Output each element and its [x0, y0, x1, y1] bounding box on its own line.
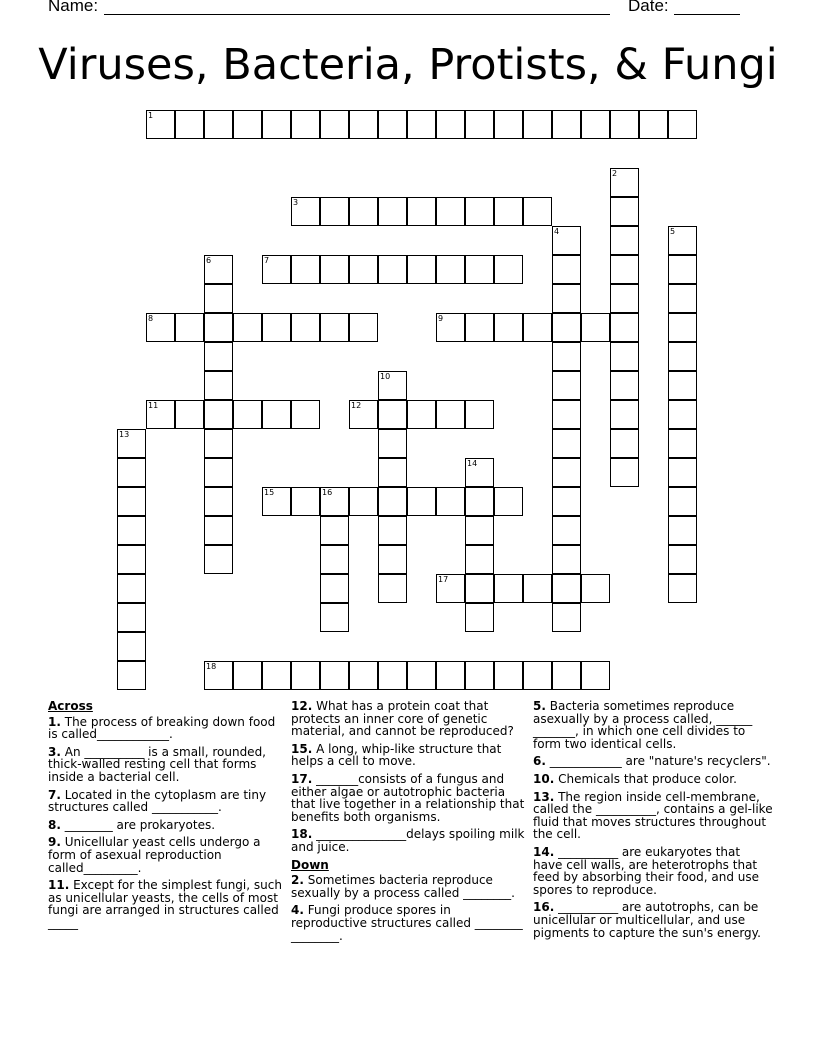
crossword-cell[interactable] — [233, 110, 262, 139]
crossword-cell[interactable] — [233, 661, 262, 690]
crossword-cell[interactable] — [262, 661, 291, 690]
cell-number: 9 — [438, 314, 444, 323]
clue-across-15: 15. A long, whip-like structure that helps a cell to move. — [291, 741, 502, 769]
cell-number: 13 — [119, 430, 130, 439]
crossword-cell[interactable] — [320, 516, 349, 545]
crossword-cell[interactable] — [494, 313, 523, 342]
clue-down-5: 5. Bacteria sometimes reproduce asexually by a process called, ______ _______, in which one cell divides to form two identical cells. — [533, 699, 753, 751]
crossword-cell[interactable] — [262, 400, 291, 429]
clue-down-6: 6. ____________ are "nature's recyclers". — [533, 754, 771, 769]
crossword-cell[interactable] — [349, 110, 378, 139]
crossword-cell[interactable] — [291, 197, 320, 226]
crossword-cell[interactable] — [436, 313, 465, 342]
crossword-cell[interactable] — [204, 458, 233, 487]
crossword-cell[interactable] — [668, 516, 697, 545]
crossword-cell[interactable] — [320, 313, 349, 342]
crossword-cell[interactable] — [465, 458, 494, 487]
crossword-cell[interactable] — [581, 110, 610, 139]
crossword-cell[interactable] — [494, 255, 523, 284]
crossword-cell[interactable] — [465, 661, 494, 690]
crossword-cell[interactable] — [581, 313, 610, 342]
crossword-cell[interactable] — [465, 313, 494, 342]
crossword-cell[interactable] — [204, 255, 233, 284]
crossword-cell[interactable] — [465, 400, 494, 429]
crossword-cell[interactable] — [610, 284, 639, 313]
crossword-cell[interactable] — [349, 255, 378, 284]
crossword-cell[interactable] — [668, 255, 697, 284]
cell-number: 7 — [264, 256, 270, 265]
crossword-cell[interactable] — [291, 400, 320, 429]
crossword-cell[interactable] — [523, 574, 552, 603]
crossword-cell[interactable] — [523, 110, 552, 139]
clue-column-2 — [291, 700, 527, 947]
crossword-cell[interactable] — [233, 400, 262, 429]
crossword-cell[interactable] — [581, 574, 610, 603]
crossword-cell[interactable] — [204, 516, 233, 545]
crossword-cell[interactable] — [320, 197, 349, 226]
puzzle-title: Viruses, Bacteria, Protists, & Fungi — [38, 40, 778, 90]
crossword-cell[interactable] — [610, 110, 639, 139]
cell-number: 4 — [554, 227, 560, 236]
crossword-cell[interactable] — [494, 574, 523, 603]
crossword-cell[interactable] — [465, 516, 494, 545]
crossword-cell[interactable] — [204, 661, 233, 690]
clue-across-11: 11. Except for the simplest fungi, such as unicellular yeasts, the cells of most fungi are arranged in structures called _____ — [48, 878, 282, 930]
crossword-cell[interactable] — [117, 603, 146, 632]
crossword-cell[interactable] — [610, 197, 639, 226]
crossword-cell[interactable] — [668, 400, 697, 429]
crossword-cell[interactable] — [668, 487, 697, 516]
crossword-cell[interactable] — [552, 603, 581, 632]
clue-down-2: 2. Sometimes bacteria reproduce sexually by a process called ________. — [291, 873, 515, 900]
cell-number: 17 — [438, 575, 449, 584]
crossword-cell[interactable] — [523, 197, 552, 226]
crossword-cell[interactable] — [204, 429, 233, 458]
crossword-cell[interactable] — [320, 603, 349, 632]
crossword-cell[interactable] — [668, 458, 697, 487]
crossword-cell[interactable] — [610, 168, 639, 197]
clue-down-10: 10. Chemicals that produce color. — [533, 771, 737, 786]
crossword-cell[interactable] — [407, 661, 436, 690]
cell-number: 14 — [467, 459, 478, 468]
crossword-cell[interactable] — [436, 197, 465, 226]
crossword-cell[interactable] — [378, 197, 407, 226]
cell-number: 12 — [351, 401, 362, 410]
crossword-cell[interactable] — [552, 661, 581, 690]
crossword-cell[interactable] — [320, 574, 349, 603]
crossword-cell[interactable] — [465, 545, 494, 574]
crossword-cell[interactable] — [349, 313, 378, 342]
crossword-cell[interactable] — [552, 371, 581, 400]
crossword-cell[interactable] — [407, 110, 436, 139]
crossword-cell[interactable] — [349, 400, 378, 429]
clue-across-17: 17. _______consists of a fungus and either algae or autotrophic bacteria that live together in a relationship that benefits both organisms. — [291, 771, 525, 824]
crossword-cell[interactable] — [668, 226, 697, 255]
crossword-cell[interactable] — [552, 516, 581, 545]
cell-number: 6 — [206, 256, 212, 265]
crossword-cell[interactable] — [465, 197, 494, 226]
crossword-cell[interactable] — [204, 313, 233, 342]
crossword-cell[interactable] — [581, 661, 610, 690]
crossword-cell[interactable] — [552, 458, 581, 487]
cell-number: 3 — [293, 198, 299, 207]
crossword-cell[interactable] — [117, 545, 146, 574]
crossword-cell[interactable] — [610, 400, 639, 429]
cell-number: 16 — [322, 488, 333, 497]
crossword-cell[interactable] — [146, 313, 175, 342]
crossword-cell[interactable] — [465, 110, 494, 139]
crossword-cell[interactable] — [117, 661, 146, 690]
crossword-cell[interactable] — [378, 574, 407, 603]
cell-number: 18 — [206, 662, 217, 671]
crossword-cell[interactable] — [117, 516, 146, 545]
crossword-cell[interactable] — [407, 255, 436, 284]
crossword-cell[interactable] — [175, 110, 204, 139]
crossword-cell[interactable] — [552, 313, 581, 342]
clue-across-8: 8. ________ are prokaryotes. — [48, 817, 216, 832]
crossword-cell[interactable] — [320, 487, 349, 516]
crossword-cell[interactable] — [378, 487, 407, 516]
crossword-cell[interactable] — [378, 458, 407, 487]
crossword-cell[interactable] — [291, 313, 320, 342]
crossword-cell[interactable] — [349, 197, 378, 226]
crossword-cell[interactable] — [552, 110, 581, 139]
crossword-cell[interactable] — [668, 313, 697, 342]
crossword-cell[interactable] — [175, 313, 204, 342]
date-label: Date: — [628, 0, 669, 15]
cell-number: 15 — [264, 488, 275, 497]
across-heading: Across — [48, 699, 93, 713]
crossword-cell[interactable] — [204, 284, 233, 313]
crossword-cell[interactable] — [175, 400, 204, 429]
crossword-cell[interactable] — [494, 487, 523, 516]
crossword-cell[interactable] — [465, 603, 494, 632]
crossword-cell[interactable] — [436, 487, 465, 516]
cell-number: 8 — [148, 314, 154, 323]
crossword-cell[interactable] — [262, 255, 291, 284]
crossword-cell[interactable] — [552, 226, 581, 255]
crossword-cell[interactable] — [407, 197, 436, 226]
cell-number: 11 — [148, 401, 159, 410]
crossword-cell[interactable] — [436, 574, 465, 603]
crossword-cell[interactable] — [552, 574, 581, 603]
crossword-cell[interactable] — [436, 661, 465, 690]
clue-column-1 — [48, 700, 284, 935]
crossword-cell[interactable] — [494, 197, 523, 226]
crossword-cell[interactable] — [320, 545, 349, 574]
crossword-cell[interactable] — [204, 342, 233, 371]
crossword-cell[interactable] — [436, 110, 465, 139]
crossword-cell[interactable] — [610, 226, 639, 255]
crossword-cell[interactable] — [378, 661, 407, 690]
crossword-cell[interactable] — [668, 284, 697, 313]
crossword-cell[interactable] — [610, 342, 639, 371]
crossword-cell[interactable] — [378, 429, 407, 458]
crossword-cell[interactable] — [552, 255, 581, 284]
cell-number: 2 — [612, 169, 618, 178]
crossword-cell[interactable] — [668, 574, 697, 603]
crossword-cell[interactable] — [262, 110, 291, 139]
clue-down-13: 13. The region inside cell-membrane, called the __________, contains a gel-like fluid that moves structures throughout the cell. — [533, 789, 773, 842]
crossword-cell[interactable] — [117, 632, 146, 661]
clue-across-7: 7. Located in the cytoplasm are tiny structures called ___________. — [48, 787, 267, 815]
crossword-cell[interactable] — [146, 400, 175, 429]
crossword-cell[interactable] — [291, 487, 320, 516]
crossword-cell[interactable] — [262, 313, 291, 342]
crossword-cell[interactable] — [146, 110, 175, 139]
crossword-cell[interactable] — [668, 545, 697, 574]
crossword-cell[interactable] — [494, 110, 523, 139]
crossword-cell[interactable] — [291, 255, 320, 284]
crossword-cell[interactable] — [610, 429, 639, 458]
cell-number: 10 — [380, 372, 391, 381]
crossword-cell[interactable] — [668, 110, 697, 139]
crossword-cell[interactable] — [204, 545, 233, 574]
crossword-cell[interactable] — [465, 574, 494, 603]
clue-column-3 — [533, 700, 773, 944]
crossword-cell[interactable] — [204, 371, 233, 400]
crossword-cell[interactable] — [610, 458, 639, 487]
crossword-cell[interactable] — [204, 487, 233, 516]
crossword-cell[interactable] — [552, 284, 581, 313]
crossword-cell[interactable] — [523, 661, 552, 690]
name-label: Name: — [48, 0, 99, 15]
crossword-cell[interactable] — [204, 400, 233, 429]
crossword-cell[interactable] — [668, 429, 697, 458]
crossword-cell[interactable] — [320, 661, 349, 690]
crossword-cell[interactable] — [117, 458, 146, 487]
crossword-cell[interactable] — [291, 661, 320, 690]
clue-across-18: 18. _______________delays spoiling milk and juice. — [291, 827, 525, 854]
clue-down-4: 4. Fungi produce spores in reproductive structures called ________ ________. — [291, 903, 523, 943]
crossword-cell[interactable] — [610, 313, 639, 342]
clue-down-14: 14. __________ are eukaryotes that have cell walls, are heterotrophs that feed by absorbing their food, and use spores to reproduce. — [533, 844, 760, 897]
clue-down-16: 16. __________ are autotrophs, can be unicellular or multicellular, and use pigments to capture the sun's energy. — [533, 900, 761, 940]
clue-across-1: 1. The process of breaking down food is called____________. — [48, 714, 276, 742]
crossword-cell[interactable] — [233, 313, 262, 342]
crossword-cell[interactable] — [117, 574, 146, 603]
crossword-cell[interactable] — [378, 110, 407, 139]
crossword-cell[interactable] — [320, 110, 349, 139]
crossword-cell[interactable] — [610, 371, 639, 400]
crossword-cell[interactable] — [204, 110, 233, 139]
crossword-cell[interactable] — [378, 516, 407, 545]
cell-number: 1 — [148, 111, 154, 120]
crossword-cell[interactable] — [378, 545, 407, 574]
crossword-cell[interactable] — [494, 661, 523, 690]
crossword-cell[interactable] — [465, 487, 494, 516]
clue-across-12: 12. What has a protein coat that protects an inner core of genetic material, and cannot be reproduced? — [291, 699, 514, 739]
crossword-cell[interactable] — [349, 487, 378, 516]
crossword-cell[interactable] — [610, 255, 639, 284]
crossword-cell[interactable] — [552, 342, 581, 371]
crossword-cell[interactable] — [668, 342, 697, 371]
crossword-cell[interactable] — [117, 487, 146, 516]
crossword-cell[interactable] — [378, 371, 407, 400]
crossword-cell[interactable] — [639, 110, 668, 139]
down-heading: Down — [291, 857, 329, 872]
clue-across-9: 9. Unicellular yeast cells undergo a form of asexual reproduction called_________. — [48, 835, 261, 875]
crossword-cell[interactable] — [552, 400, 581, 429]
crossword-cell[interactable] — [436, 400, 465, 429]
crossword-cell[interactable] — [378, 400, 407, 429]
crossword-cell[interactable] — [552, 429, 581, 458]
crossword-cell[interactable] — [349, 661, 378, 690]
cell-number: 5 — [670, 227, 676, 236]
crossword-cell[interactable] — [407, 400, 436, 429]
crossword-cell[interactable] — [262, 487, 291, 516]
crossword-cell[interactable] — [436, 255, 465, 284]
crossword-cell[interactable] — [407, 487, 436, 516]
crossword-cell[interactable] — [320, 255, 349, 284]
crossword-cell[interactable] — [668, 371, 697, 400]
crossword-cell[interactable] — [552, 487, 581, 516]
crossword-cell[interactable] — [117, 429, 146, 458]
crossword-cell[interactable] — [523, 313, 552, 342]
crossword-cell[interactable] — [291, 110, 320, 139]
crossword-cell[interactable] — [552, 545, 581, 574]
crossword-cell[interactable] — [465, 255, 494, 284]
clue-across-3: 3. An __________ is a small, rounded, thick-walled resting cell that forms inside a bacterial cell. — [48, 744, 266, 784]
crossword-cell[interactable] — [378, 255, 407, 284]
